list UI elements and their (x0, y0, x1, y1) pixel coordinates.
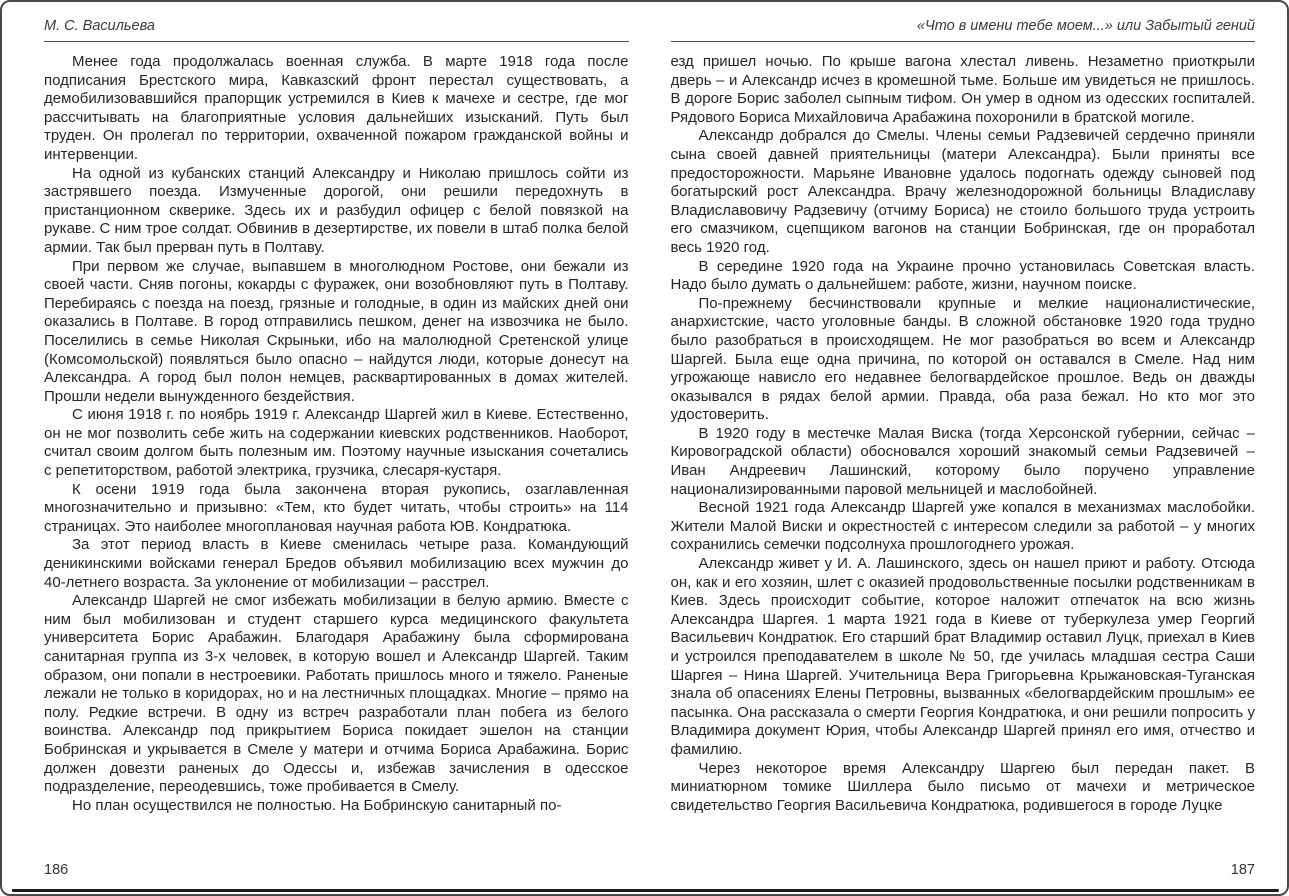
left-page (44, 12, 629, 894)
paragraph: Через некоторое время Александру Шаргею был передан пакет. В миниатюрном томике Шиллера было письмо от мачехи и метрическое свидетельство Георгия Васильевича Кондратюка, родившегося в городе Луцке (670, 759, 1255, 814)
paragraph: С июня 1918 г. по ноябрь 1919 г. Александр Шаргей жил в Киеве. Естественно, он не мог позволить себе жить на содержании киевских родственников. Наоборот, считал своим долгом быть полезным им. Поэтому научные изыскания сочетались с репетиторством, работой электрика, грузчика, слесаря-кустаря. (44, 406, 629, 480)
right-page-body (671, 53, 1256, 856)
header-rule (44, 41, 629, 42)
running-header-title: «Что в имени тебе моем...» или Забытый гений (916, 18, 1255, 34)
page-number: 186 (44, 862, 69, 878)
right-page (671, 12, 1256, 894)
paragraph: Александр живет у И. А. Лашинского, здесь он нашел приют и работу. Отсюда он, как и его хозяин, шлет с оказией продовольственные посылки родственникам в Киев. Здесь происходит событие, которое наложит отпечаток на всю жизнь Александра Шаргея. 1 марта 1921 года в Киеве от туберкулеза умер Георгий Васильевич Кондратюк. Его старший брат Владимир оставил Луцк, приехал в Киев и устроился преподавателем в школе № 50, где училась младшая сестра Саши Шаргея – Нина Шаргей. Учительница Вера Григорьевна Крыжановская-Туганская знала об опасениях Елены Петровны, вызванных «белогвардейским прошлым» ее пасынка. Она рассказала о смерти Георгия Кондратюка, и они решили попросить у Владимира документ Юрия, чтобы Александр Шаргей принял его имя, отчество и фамилию. (670, 555, 1255, 758)
paragraph: Но план осуществился не полностью. На Бобринскую санитарный по- (72, 796, 562, 814)
paragraph: По-прежнему бесчинствовали крупные и мелкие националистические, анархистские, часто уголовные банды. В сложной обстановке 1920 года трудно было разобраться в происходящем. Не мог разобраться во всем и Александр Шаргей. Была еще одна причина, по которой он оставался в Смеле. Над ним угрожающе нависло его недавнее белогвардейское прошлое. Ведь он дважды оказывался в рядах белой армии. Правда, оба раза бежал. Но кто мог это удостоверить. (670, 294, 1255, 424)
header-rule (671, 41, 1256, 42)
page-bottom-edge (12, 889, 1279, 892)
paragraph: За этот период власть в Киеве сменилась четыре раза. Командующий деникинскими войсками генерал Бредов объявил мобилизацию всех мужчин до 40-летнего возраста. За уклонение от мобилизации – расстрел. (44, 536, 629, 591)
paragraph: Менее года продолжалась военная служба. В марте 1918 года после подписания Брестского мира, Кавказский фронт перестал существовать, а демобилизовавшийся прапорщик устремился в Киев к мачехе и сестре, где мог рассчитывать на благоприятные условия дальнейших изысканий. Путь был труден. Он пролегал по территории, охваченной пожаром гражданской войны и интервенции. (44, 53, 629, 163)
running-header-author: М. С. Васильева (44, 18, 155, 34)
page-number: 187 (1230, 862, 1255, 878)
paragraph: В 1920 году в местечке Малая Виска (тогда Херсонской губернии, сейчас – Кировоградской области) обосновался хороший знакомый семьи Радзевичей – Иван Андреевич Лашинский, которому было поручено управление национализированными паровой мельницей и маслобойней. (670, 424, 1255, 498)
paragraph: В середине 1920 года на Украине прочно установилась Советская власть. Надо было думать о дальнейшем: работе, жизни, научном поиске. (670, 257, 1255, 294)
paragraph: При первом же случае, выпавшем в многолюдном Ростове, они бежали из своей части. Сняв погоны, кокарды с фуражек, они возобновляют путь в Полтаву. Перебираясь с поезда на поезд, грязные и голодные, в один из майских дней они оказались в Полтаве. В город отправились пешком, денег на извозчика не было. Поселились в семье Николая Скрыньки, ибо на малолюдной Сретенской улице (Комсомольской) появляться было опасно – найдутся люди, которые донесут на Александра. А город был полон немцев, расквартированных в домах жителей. Прошли недели вынужденного бездействия. (44, 257, 629, 405)
paragraph: Александр Шаргей не смог избежать мобилизации в белую армию. Вместе с ним был мобилизован и студент старшего курса медицинского факультета университета Борис Арабажин. Благодаря Арабажину была сформирована санитарная группа из 3-х человек, в которую вошел и Александр Шаргей. Таким образом, они попали в нестроевики. Работать пришлось много и тяжело. Раненые лежали не только в коридорах, но и на лестничных площадках. Многие – прямо на полу. Редкие встречи. В одну из встреч разработали план побега из белого воинства. Александр под прикрытием Бориса покидает эшелон на станции Бобринская и укрывается в Смеле у матери и отчима Бориса Арабажина. Борис должен довезти раненых до Одессы и, избежав зачисления в одесское подразделение, переодевшись, тоже пробивается в Смелу. (44, 592, 629, 796)
left-page-body (44, 53, 629, 856)
paragraph: На одной из кубанских станций Александру и Николаю пришлось сойти из застрявшего поезда. Измученные дорогой, они решили передохнуть в пристанционном скверике. Здесь их и разбудил офицер с белой повязкой на рукаве. С ним трое солдат. Обвинив в дезертирстве, их повели в штаб полка белой армии. Так был прерван путь в Полтаву. (44, 164, 629, 256)
paragraph: Весной 1921 года Александр Шаргей уже копался в механизмах маслобойки. Жители Малой Виски и окрестностей с интересом следили за работой – у многих сохранились семечки подсолнуха прошлогоднего урожая. (670, 499, 1255, 554)
paragraph: езд пришел ночью. По крыше вагона хлестал ливень. Незаметно приоткрыли дверь – и Александр исчез в кромешной тьме. Больше им увидеться не пришлось. В дороге Борис заболел сыпным тифом. Он умер в одном из одесских госпиталей. Рядового Бориса Михайловича Арабажина похоронили в братской могиле. (670, 53, 1255, 126)
paragraph: К осени 1919 года была закончена вторая рукопись, озаглавленная многозначительно и призывно: «Тем, кто будет читать, чтобы строить» на 114 страницах. Это наиболее многоплановая научная работа ЮВ. Кондратюка. (44, 480, 629, 535)
paragraph: Александр добрался до Смелы. Члены семьи Радзевичей сердечно приняли сына своей давней приятельницы (матери Александра). Были приняты все предосторожности. Марьяне Ивановне удалось подогнать одежду сыновей под богатырский рост Александра. Врачу железнодорожной больницы Владиславу Владиславовичу Радзевичу (отчиму Бориса) не стоило большого труда устроить его смазчиком, сцепщиком вагонов на станции Бобринская, где он проработал весь 1920 год. (670, 127, 1255, 256)
